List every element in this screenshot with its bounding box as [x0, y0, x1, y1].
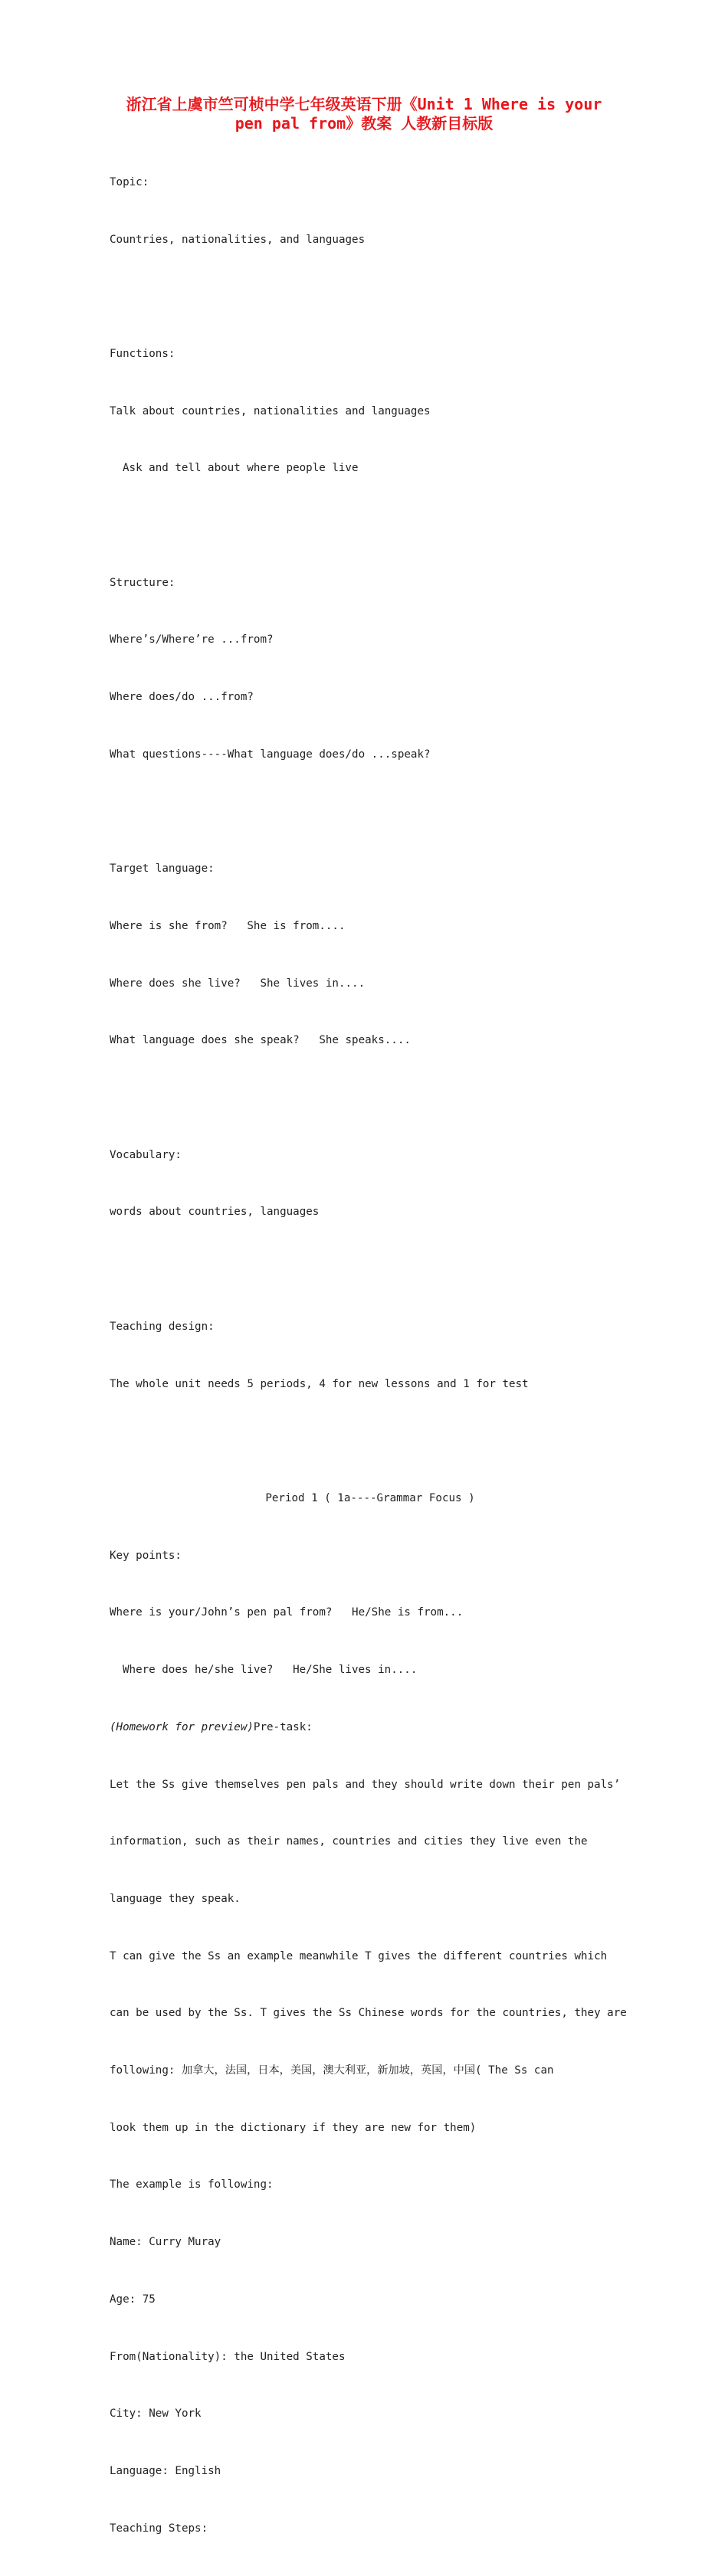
blank-line	[110, 1088, 631, 1108]
pre-task-label: Pre-task:	[253, 1720, 313, 1733]
text-line: information, such as their names, countries and cities they live even the	[110, 1835, 588, 1848]
document-title	[107, 95, 621, 133]
text-line: Age: 75	[110, 2293, 156, 2306]
text-line: Let the Ss give themselves pen pals and they should write down their pen pals’	[110, 1778, 621, 1791]
text-line: Vocabulary:	[110, 1148, 182, 1161]
document-body	[110, 135, 631, 2576]
text-line: What language does she speak? She speaks....	[110, 1034, 411, 1047]
blank-line	[110, 1432, 631, 1451]
text-line: Teaching Steps:	[110, 2522, 208, 2535]
text-line: The example is following:	[110, 2178, 274, 2191]
text-line: Structure:	[110, 576, 175, 589]
title-line-2: pen pal from》教案 人教新目标版	[234, 114, 494, 133]
text-line: language they speak.	[110, 1892, 241, 1905]
blank-line	[110, 516, 631, 535]
blank-line	[110, 803, 631, 822]
homework-note: (Homework for preview)	[110, 1720, 254, 1733]
blank-line	[110, 287, 631, 306]
text-line: Where is your/John’s pen pal from? He/She is from...	[110, 1606, 464, 1619]
text-line: Talk about countries, nationalities and languages	[110, 404, 431, 417]
text-line: Where does/do ...from?	[110, 691, 254, 704]
text-line: Where does he/she live? He/She lives in....	[123, 1664, 418, 1677]
text-line: Where does she live? She lives in....	[110, 977, 366, 990]
blank-line	[110, 1260, 631, 1279]
title-line-1: 浙江省上虞市竺可桢中学七年级英语下册《Unit 1 Where is your	[126, 95, 602, 113]
text-line: City: New York	[110, 2407, 202, 2421]
text-line: T can give the Ss an example meanwhile T gives the different countries which	[110, 1949, 608, 1962]
text-line: look them up in the dictionary if they are new for them)	[110, 2121, 477, 2134]
text-line: The whole unit needs 5 periods, 4 for new lessons and 1 for test	[110, 1377, 529, 1390]
text-line: Name: Curry Muray	[110, 2236, 221, 2249]
text-line: words about countries, languages	[110, 1206, 320, 1219]
period-heading: Period 1 ( 1a----Grammar Focus )	[265, 1491, 475, 1504]
text-line: Where is she from? She is from....	[110, 919, 346, 932]
text-line: From(Nationality): the United States	[110, 2350, 346, 2363]
text-line: Teaching design:	[110, 1320, 215, 1333]
text-line: Language: English	[110, 2464, 221, 2477]
pre-task-line	[110, 1718, 631, 1737]
text-line: Where’s/Where’re ...from?	[110, 633, 274, 646]
text-line: What questions----What language does/do ...speak?	[110, 748, 431, 761]
text-line: Key points:	[110, 1549, 182, 1562]
text-line: Ask and tell about where people live	[123, 462, 359, 475]
text-line: Target language:	[110, 862, 215, 876]
text-line: following: 加拿大，法国，日本，美国，澳大利亚，新加坡，英国，中国( The Ss can	[110, 2064, 554, 2077]
text-line: Functions:	[110, 347, 175, 360]
text-line: Countries, nationalities, and languages	[110, 233, 366, 246]
text-line: Topic:	[110, 175, 149, 188]
text-line: can be used by the Ss. T gives the Ss Chinese words for the countries, they are	[110, 2007, 627, 2020]
